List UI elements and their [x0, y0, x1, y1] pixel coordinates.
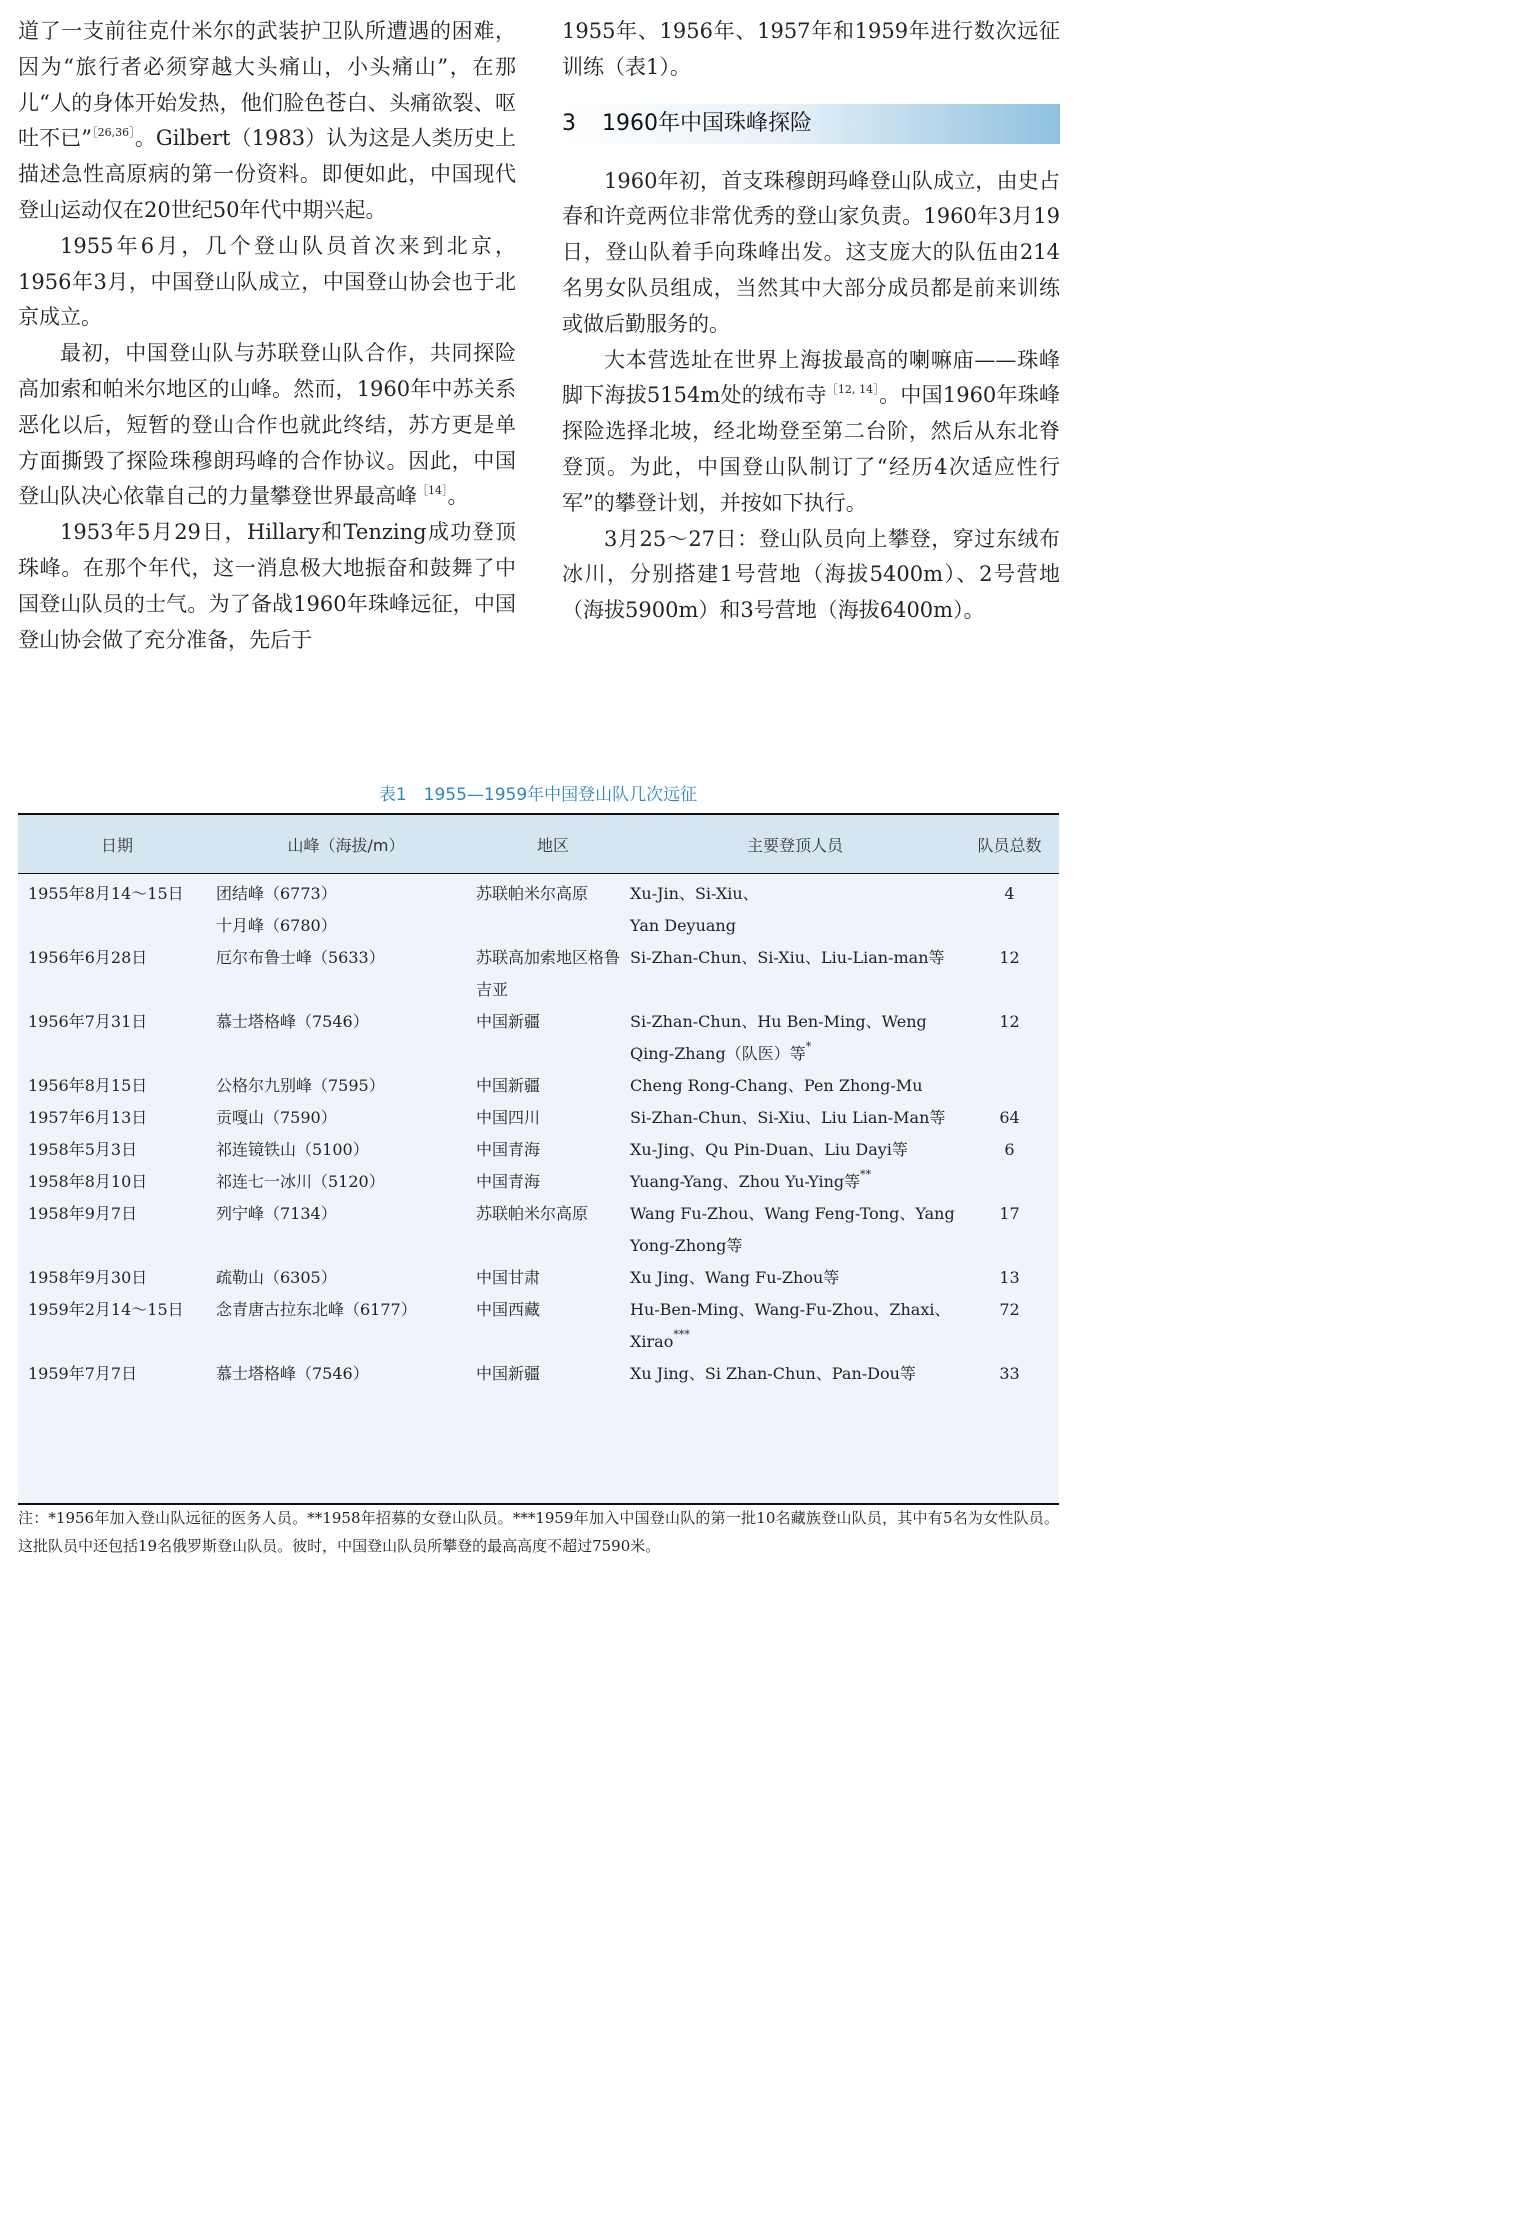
table-row [18, 1006, 1059, 1070]
left-column [18, 14, 516, 658]
table-row [18, 1166, 1059, 1198]
header-peak: 山峰（海拔/m） [216, 815, 476, 874]
climbers-text: Yuang-Yang、Zhou Yu-Ying等 [630, 1172, 861, 1191]
climbers-text: Yan Deyuang [630, 916, 736, 935]
cell-count [960, 1070, 1059, 1102]
cell-climbers [630, 1358, 960, 1392]
cell-region: 苏联帕米尔高原 [476, 1204, 589, 1223]
cell-count [960, 910, 1059, 942]
citation: ［12, 14］ [826, 383, 880, 397]
cell-region: 苏联高加索地区格鲁吉亚 [476, 948, 621, 999]
right-paragraph-1: 1960年初，首支珠穆朗玛峰登山队成立，由史占春和许竞两位非常优秀的登山家负责。1960年3月19日，登山队着手向珠峰出发。这支庞大的队伍由214名男女队员组成，当然其中大部分成员都是前来训练或做后勤服务的。 [562, 168, 1060, 336]
citation: ［26,36］ [92, 126, 135, 140]
climbers-text: Wang Fu-Zhou、Wang Feng-Tong、Yang Yong-Zhong等 [630, 1204, 955, 1255]
cell-date: 1956年6月28日 [28, 948, 148, 967]
cell-climbers [630, 910, 960, 942]
right-paragraph-0: 1955年、1956年、1957年和1959年进行数次远征训练（表1）。 [562, 19, 1060, 79]
climbers-text: Xu-Jing、Qu Pin-Duan、Liu Dayi等 [630, 1140, 908, 1159]
cell-peak: 列宁峰（7134） [216, 1204, 337, 1223]
header-region: 地区 [476, 815, 630, 874]
table-row [18, 874, 1059, 911]
left-paragraph-3 [18, 336, 516, 515]
cell-climbers [630, 942, 960, 1006]
header-date: 日期 [18, 815, 216, 874]
left-paragraph-1 [18, 14, 516, 229]
cell-climbers [630, 874, 960, 911]
table-row [18, 1134, 1059, 1166]
climbers-text: Si-Zhan-Chun、Si-Xiu、Liu-Lian-man等 [630, 948, 945, 967]
table-body [18, 874, 1059, 1393]
cell-peak: 念青唐古拉东北峰（6177） [216, 1300, 417, 1319]
cell-climbers [630, 1070, 960, 1102]
cell-peak: 慕士塔格峰（7546） [216, 1012, 369, 1031]
cell-peak: 公格尔九别峰（7595） [216, 1076, 385, 1095]
cell-count: 33 [999, 1364, 1020, 1383]
left-paragraph-2: 1955年6月，几个登山队员首次来到北京，1956年3月，中国登山队成立，中国登山协会也于北京成立。 [18, 233, 516, 330]
section-heading [562, 104, 1060, 144]
cell-climbers [630, 1006, 960, 1070]
text-run: 。Gilbert（1983）认为这是人类历史上描述急性高原病的第一份资料。即便如此，中国现代登山运动仅在20世纪50年代中期兴起。 [18, 126, 516, 222]
cell-count: 64 [999, 1108, 1020, 1127]
table-row [18, 1102, 1059, 1134]
table-row [18, 1070, 1059, 1102]
climbers-text: Xu-Jin、Si-Xiu、 [630, 884, 759, 903]
cell-climbers [630, 1166, 960, 1198]
cell-climbers [630, 1198, 960, 1262]
cell-date: 1955年8月14～15日 [28, 884, 184, 903]
table-caption: 表1 1955—1959年中国登山队几次远征 [378, 785, 698, 805]
climbers-text: Xu Jing、Wang Fu-Zhou等 [630, 1268, 840, 1287]
cell-climbers [630, 1102, 960, 1134]
cell-date: 1956年7月31日 [28, 1012, 148, 1031]
cell-region: 中国新疆 [476, 1076, 541, 1095]
section-title: 1960年中国珠峰探险 [602, 110, 812, 136]
cell-date [18, 910, 216, 942]
header-count: 队员总数 [960, 815, 1059, 874]
cell-climbers [630, 1262, 960, 1294]
text-run: 。 [447, 484, 469, 509]
cell-region: 中国青海 [476, 1172, 541, 1191]
table-row [18, 1262, 1059, 1294]
climbers-text: Si-Zhan-Chun、Hu Ben-Ming、Weng Qing-Zhang（队医）等 [630, 1012, 927, 1063]
cell-count: 13 [999, 1268, 1020, 1287]
cell-date: 1958年9月30日 [28, 1268, 148, 1287]
cell-region: 中国甘肃 [476, 1268, 541, 1287]
cell-count: 12 [999, 1012, 1020, 1031]
climbers-text: Hu-Ben-Ming、Wang-Fu-Zhou、Zhaxi、Xirao [630, 1300, 951, 1351]
text-run: 。中国1960年珠峰探险选择北坡，经北坳登至第二台阶，然后从东北脊登顶。为此，中国登山队制订了“经历4次适应性行军”的攀登计划，并按如下执行。 [562, 383, 1060, 515]
table-row [18, 942, 1059, 1006]
expedition-table [18, 813, 1059, 1505]
cell-date: 1958年5月3日 [28, 1140, 138, 1159]
footnote-mark: ** [860, 1168, 872, 1181]
footnote-mark: * [805, 1040, 812, 1053]
left-paragraph-4: 1953年5月29日，Hillary和Tenzing成功登顶珠峰。在那个年代，这一消息极大地振奋和鼓舞了中国登山队员的士气。为了备战1960年珠峰远征，中国登山协会做了充分准备，先后于 [18, 520, 516, 652]
cell-date: 1959年2月14～15日 [28, 1300, 184, 1319]
cell-peak: 祁连七一冰川（5120） [216, 1172, 385, 1191]
table-row [18, 1358, 1059, 1392]
text-run: 大本营选址在世界上海拔最高的喇嘛庙——珠峰脚下海拔5154m处的绒布寺 [562, 347, 1060, 408]
cell-region: 中国新疆 [476, 1364, 541, 1383]
cell-count: 17 [999, 1204, 1020, 1223]
cell-region: 中国西藏 [476, 1300, 541, 1319]
cell-count: 12 [999, 948, 1020, 967]
cell-count: 4 [1004, 884, 1015, 903]
climbers-text: Cheng Rong-Chang、Pen Zhong-Mu [630, 1076, 923, 1095]
cell-region [476, 910, 630, 942]
table-row [18, 910, 1059, 942]
cell-peak: 十月峰（6780） [216, 916, 337, 935]
cell-region: 中国新疆 [476, 1012, 541, 1031]
cell-climbers [630, 1134, 960, 1166]
cell-count: 72 [999, 1300, 1020, 1319]
cell-date: 1959年7月7日 [28, 1364, 138, 1383]
cell-peak: 团结峰（6773） [216, 884, 337, 903]
cell-date: 1958年9月7日 [28, 1204, 138, 1223]
footnote-mark: *** [673, 1328, 690, 1341]
right-column [562, 14, 1060, 629]
cell-count: 6 [1004, 1140, 1015, 1159]
cell-date: 1958年8月10日 [28, 1172, 148, 1191]
text-run: 道了一支前往克什米尔的武装护卫队所遭遇的困难，因为“旅行者必须穿越大头痛山，小头痛山”，在那儿“人的身体开始发热，他们脸色苍白、头痛欲裂、呕吐不已” [18, 19, 516, 151]
climbers-text: Xu Jing、Si Zhan-Chun、Pan-Dou等 [630, 1364, 916, 1383]
cell-peak: 疏勒山（6305） [216, 1268, 337, 1287]
right-paragraph-2 [562, 343, 1060, 522]
cell-region: 苏联帕米尔高原 [476, 884, 589, 903]
cell-climbers [630, 1294, 960, 1358]
cell-peak: 慕士塔格峰（7546） [216, 1364, 369, 1383]
cell-count [960, 1166, 1059, 1198]
table-note: 注：*1956年加入登山队远征的医务人员。**1958年招募的女登山队员。***1959年加入中国登山队的第一批10名藏族登山队员，其中有5名为女性队员。这批队员中还包括19名俄罗斯登山队员。彼时，中国登山队员所攀登的最高高度不超过7590米。 [18, 1509, 1059, 1555]
right-paragraph-3: 3月25～27日：登山队员向上攀登，穿过东绒布冰川，分别搭建1号营地（海拔5400m）、2号营地（海拔5900m）和3号营地（海拔6400m）。 [562, 526, 1060, 623]
climbers-text: Si-Zhan-Chun、Si-Xiu、Liu Lian-Man等 [630, 1108, 946, 1127]
cell-date: 1956年8月15日 [28, 1076, 148, 1095]
cell-peak: 祁连镜铁山（5100） [216, 1140, 369, 1159]
text-run: 最初，中国登山队与苏联登山队合作，共同探险高加索和帕米尔地区的山峰。然而，1960年中苏关系恶化以后，短暂的登山合作也就此终结，苏方更是单方面撕毁了探险珠穆朗玛峰的合作协议。因此，中国登山队决心依靠自己的力量攀登世界最高峰 [18, 341, 516, 509]
table-header-row [18, 815, 1059, 874]
cell-peak: 贡嘎山（7590） [216, 1108, 337, 1127]
cell-date: 1957年6月13日 [28, 1108, 148, 1127]
citation: ［14］ [417, 484, 448, 498]
cell-region: 中国四川 [476, 1108, 541, 1127]
cell-region: 中国青海 [476, 1140, 541, 1159]
cell-peak: 厄尔布鲁士峰（5633） [216, 948, 385, 967]
table-row [18, 1294, 1059, 1358]
header-climbers: 主要登顶人员 [630, 815, 960, 874]
table-row [18, 1198, 1059, 1262]
section-number: 3 [562, 110, 576, 136]
